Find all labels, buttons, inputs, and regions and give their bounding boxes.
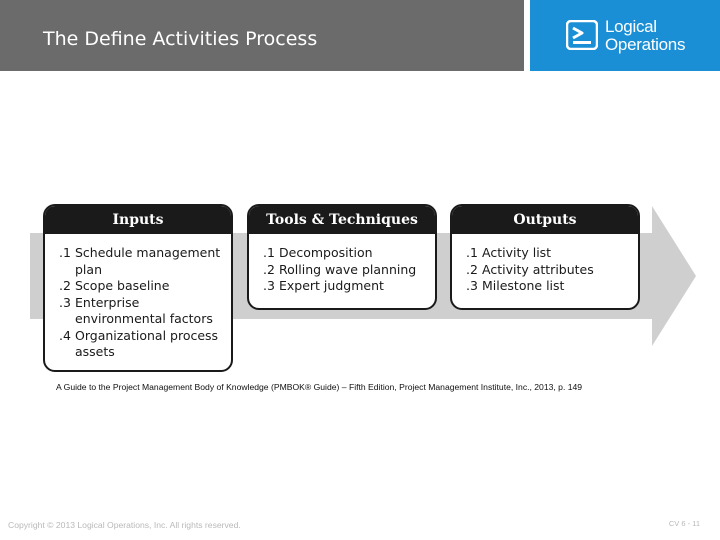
- inputs-list: [45, 234, 231, 361]
- item-text: Milestone list: [482, 278, 565, 293]
- page-number: CV 6 - 11: [668, 519, 700, 528]
- inputs-item: [59, 245, 225, 278]
- outputs-item: [466, 245, 632, 262]
- item-text: Rolling wave planning: [279, 261, 417, 277]
- item-number: .2: [263, 261, 275, 277]
- item-text: Schedule management plan: [75, 245, 221, 277]
- item-text: Scope baseline: [75, 278, 170, 293]
- item-number: .1: [263, 245, 275, 260]
- tools-item: [263, 245, 429, 262]
- inputs-panel: [43, 204, 233, 372]
- item-number: .2: [59, 278, 71, 293]
- outputs-item: [466, 262, 632, 279]
- item-text: Organizational process assets: [75, 327, 219, 359]
- tools-item: [263, 278, 429, 295]
- tools-techniques-panel: [247, 204, 437, 310]
- item-text: Activity list: [482, 245, 552, 260]
- inputs-heading: Inputs: [45, 206, 231, 234]
- item-text: Activity attributes: [482, 261, 594, 277]
- item-text: Decomposition: [279, 245, 373, 260]
- item-text: Enterprise environmental factors: [75, 294, 213, 326]
- item-text: Expert judgment: [279, 278, 384, 293]
- item-number: .4: [59, 327, 71, 343]
- outputs-item: [466, 278, 632, 295]
- tools-techniques-list: [249, 234, 435, 295]
- copyright-footer: Copyright © 2013 Logical Operations, Inc. All rights reserved.: [8, 520, 241, 530]
- source-caption: A Guide to the Project Management Body of Knowledge (PMBOK® Guide) – Fifth Edition, Project Management Institute, Inc., 2013, p. 149: [56, 382, 583, 392]
- logo-line-1: Logical: [605, 17, 657, 36]
- item-number: .3: [466, 278, 478, 293]
- item-number: .3: [263, 278, 275, 293]
- inputs-item: [59, 295, 225, 328]
- slide-title: The Define Activities Process: [43, 28, 318, 50]
- inputs-item: [59, 328, 225, 361]
- item-number: .2: [466, 261, 478, 277]
- item-number: .3: [59, 294, 71, 310]
- inputs-item: [59, 278, 225, 295]
- logo-line-2: Operations: [605, 35, 686, 54]
- item-number: .1: [466, 245, 478, 260]
- outputs-panel: [450, 204, 640, 310]
- tools-techniques-heading: Tools & Techniques: [249, 206, 435, 234]
- tools-item: [263, 262, 429, 279]
- outputs-heading: Outputs: [452, 206, 638, 234]
- item-number: .1: [59, 245, 71, 260]
- outputs-list: [452, 234, 638, 295]
